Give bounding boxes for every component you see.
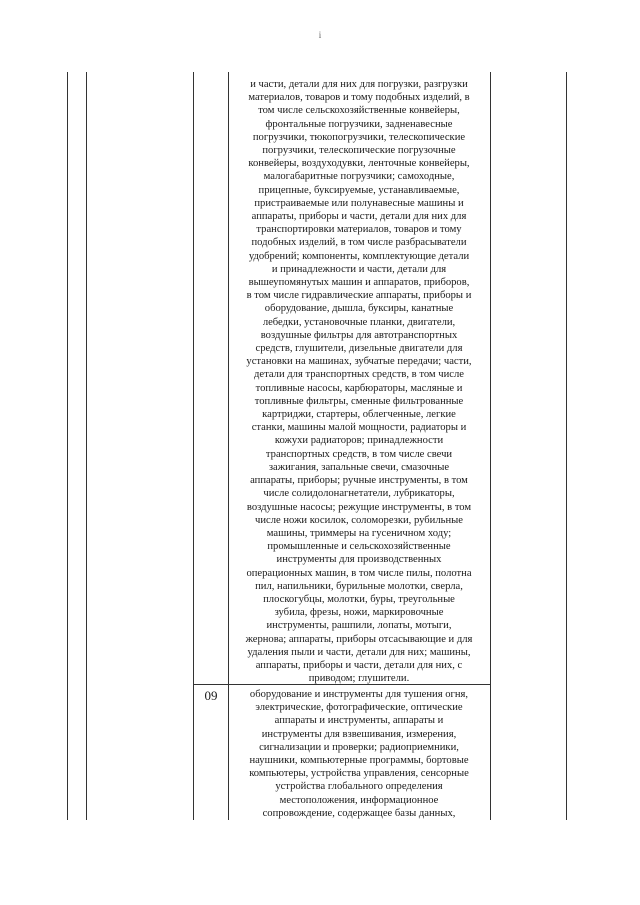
class-code: 09 bbox=[204, 688, 218, 703]
text-line: инструменты для взвешивания, измерения, bbox=[261, 728, 457, 740]
text-line: кожухи радиаторов; принадлежности bbox=[274, 435, 444, 447]
text-line: в том числе гидравлические аппараты, приборы и bbox=[246, 290, 472, 302]
text-line: установки на машинах, зубчатые передачи; части, bbox=[246, 356, 472, 368]
text-line: оборудование и инструменты для тушения огня, bbox=[249, 689, 469, 700]
text-line: картриджи, стартеры, облегченные, легкие bbox=[262, 409, 456, 421]
text-line: сопровождение, содержащее базы данных, bbox=[262, 807, 456, 819]
text-line: топливные фильтры, сменные фильтрованные bbox=[254, 395, 464, 407]
text-line: детали для транспортных средств, в том числе bbox=[254, 369, 464, 381]
text-line: промышленные и сельскохозяйственные bbox=[267, 541, 451, 553]
text-line: оборудование, дышла, буксиры, канатные bbox=[264, 303, 454, 315]
text-line: аппараты, приборы и части, детали для них для bbox=[251, 211, 467, 223]
text-line: транспортных средств, в том числе свечи bbox=[265, 448, 453, 460]
text-line: компьютеры, устройства управления, сенсорные bbox=[249, 768, 469, 780]
text-line: пристраиваемые или полунавесные машины и bbox=[254, 197, 464, 209]
text-line: прицепные, буксируемые, устанавливаемые, bbox=[258, 184, 460, 196]
text-line: приводом; глушители. bbox=[308, 673, 410, 685]
text-line: удобрений; компоненты, комплектующие детали bbox=[248, 250, 470, 262]
text-line: сигнализации и проверки; радиоприемники, bbox=[259, 741, 459, 753]
text-line: зубила, фрезы, ножи, маркировочные bbox=[274, 607, 444, 619]
text-line: пил, напильники, бурильные молотки, сверла, bbox=[255, 580, 463, 592]
text-line: вышеупомянутых машин и аппаратов, приборов, bbox=[248, 277, 470, 289]
text-line: зажигания, запальные свечи, смазочные bbox=[268, 461, 450, 473]
text-line: подобных изделий, в том числе разбрасыватели bbox=[251, 237, 467, 249]
table-border-right bbox=[566, 72, 567, 820]
table-border-col2 bbox=[86, 72, 87, 820]
goods-description bbox=[229, 688, 489, 820]
text-line: электрические, фотографические, оптические bbox=[255, 702, 463, 714]
text-line: машины, триммеры на гусеничном ходу; bbox=[266, 527, 452, 539]
page-number: i bbox=[318, 30, 322, 40]
text-line: воздушные фильтры для автотранспортных bbox=[260, 329, 458, 341]
text-line: конвейеры, воздуходувки, ленточные конвейеры, bbox=[248, 158, 470, 170]
text-line: малогабаритные погрузчики; самоходные, bbox=[263, 171, 455, 183]
text-line: транспортировки материалов, товаров и тому bbox=[256, 224, 462, 236]
text-line: аппараты, приборы и части, детали для них, с bbox=[255, 659, 463, 671]
text-line: инструменты, рашпили, лопаты, мотыги, bbox=[266, 620, 452, 632]
text-line: средств, глушители, дизельные двигатели для bbox=[255, 343, 463, 355]
text-line: топливные насосы, карбюраторы, масляные и bbox=[255, 382, 463, 394]
text-line: фронтальные погрузчики, задненавесные bbox=[265, 118, 453, 130]
text-line: наушники, компьютерные программы, бортовые bbox=[249, 755, 469, 767]
table-border-col3 bbox=[193, 72, 194, 820]
text-line: местоположения, информационное bbox=[279, 794, 439, 806]
text-line: плоскогубцы, молотки, буры, треугольные bbox=[263, 593, 455, 605]
text-line: и принадлежности и части, детали для bbox=[271, 263, 447, 275]
text-line: жернова; аппараты, приборы отсасывающие и для bbox=[245, 633, 473, 645]
text-line: лебедки, установочные планки, двигатели, bbox=[262, 316, 456, 328]
text-line: и части, детали для них для погрузки, разгрузки bbox=[250, 79, 468, 90]
text-line: станки, машины малой мощности, радиаторы и bbox=[251, 422, 467, 434]
text-line: удаления пыли и части, детали для них; машины, bbox=[247, 646, 471, 658]
text-line: аппараты и инструменты, аппараты и bbox=[274, 715, 444, 727]
text-line: том числе сельскохозяйственные конвейеры, bbox=[258, 105, 460, 117]
goods-description bbox=[229, 78, 489, 685]
text-line: инструменты для производственных bbox=[276, 554, 442, 566]
text-line: погрузчики, тюкопогрузчики, телескопические bbox=[252, 131, 466, 143]
table-border-col5 bbox=[490, 72, 491, 820]
text-line: аппараты, приборы; ручные инструменты, в том bbox=[250, 475, 468, 487]
text-line: числе ножи косилок, соломорезки, рубильные bbox=[255, 514, 463, 526]
text-line: воздушные насосы; режущие инструменты, в том bbox=[246, 501, 472, 513]
text-line: материалов, товаров и тому подобных изделий, в bbox=[248, 92, 470, 104]
table-border-left bbox=[67, 72, 68, 820]
text-line: числе солидолонагнетатели, лубрикаторы, bbox=[263, 488, 455, 500]
text-line: устройства глобального определения bbox=[275, 781, 443, 793]
text-line: погрузчики, телескопические погрузочные bbox=[262, 145, 456, 157]
text-line: операционных машин, в том числе пилы, полотна bbox=[246, 567, 472, 579]
